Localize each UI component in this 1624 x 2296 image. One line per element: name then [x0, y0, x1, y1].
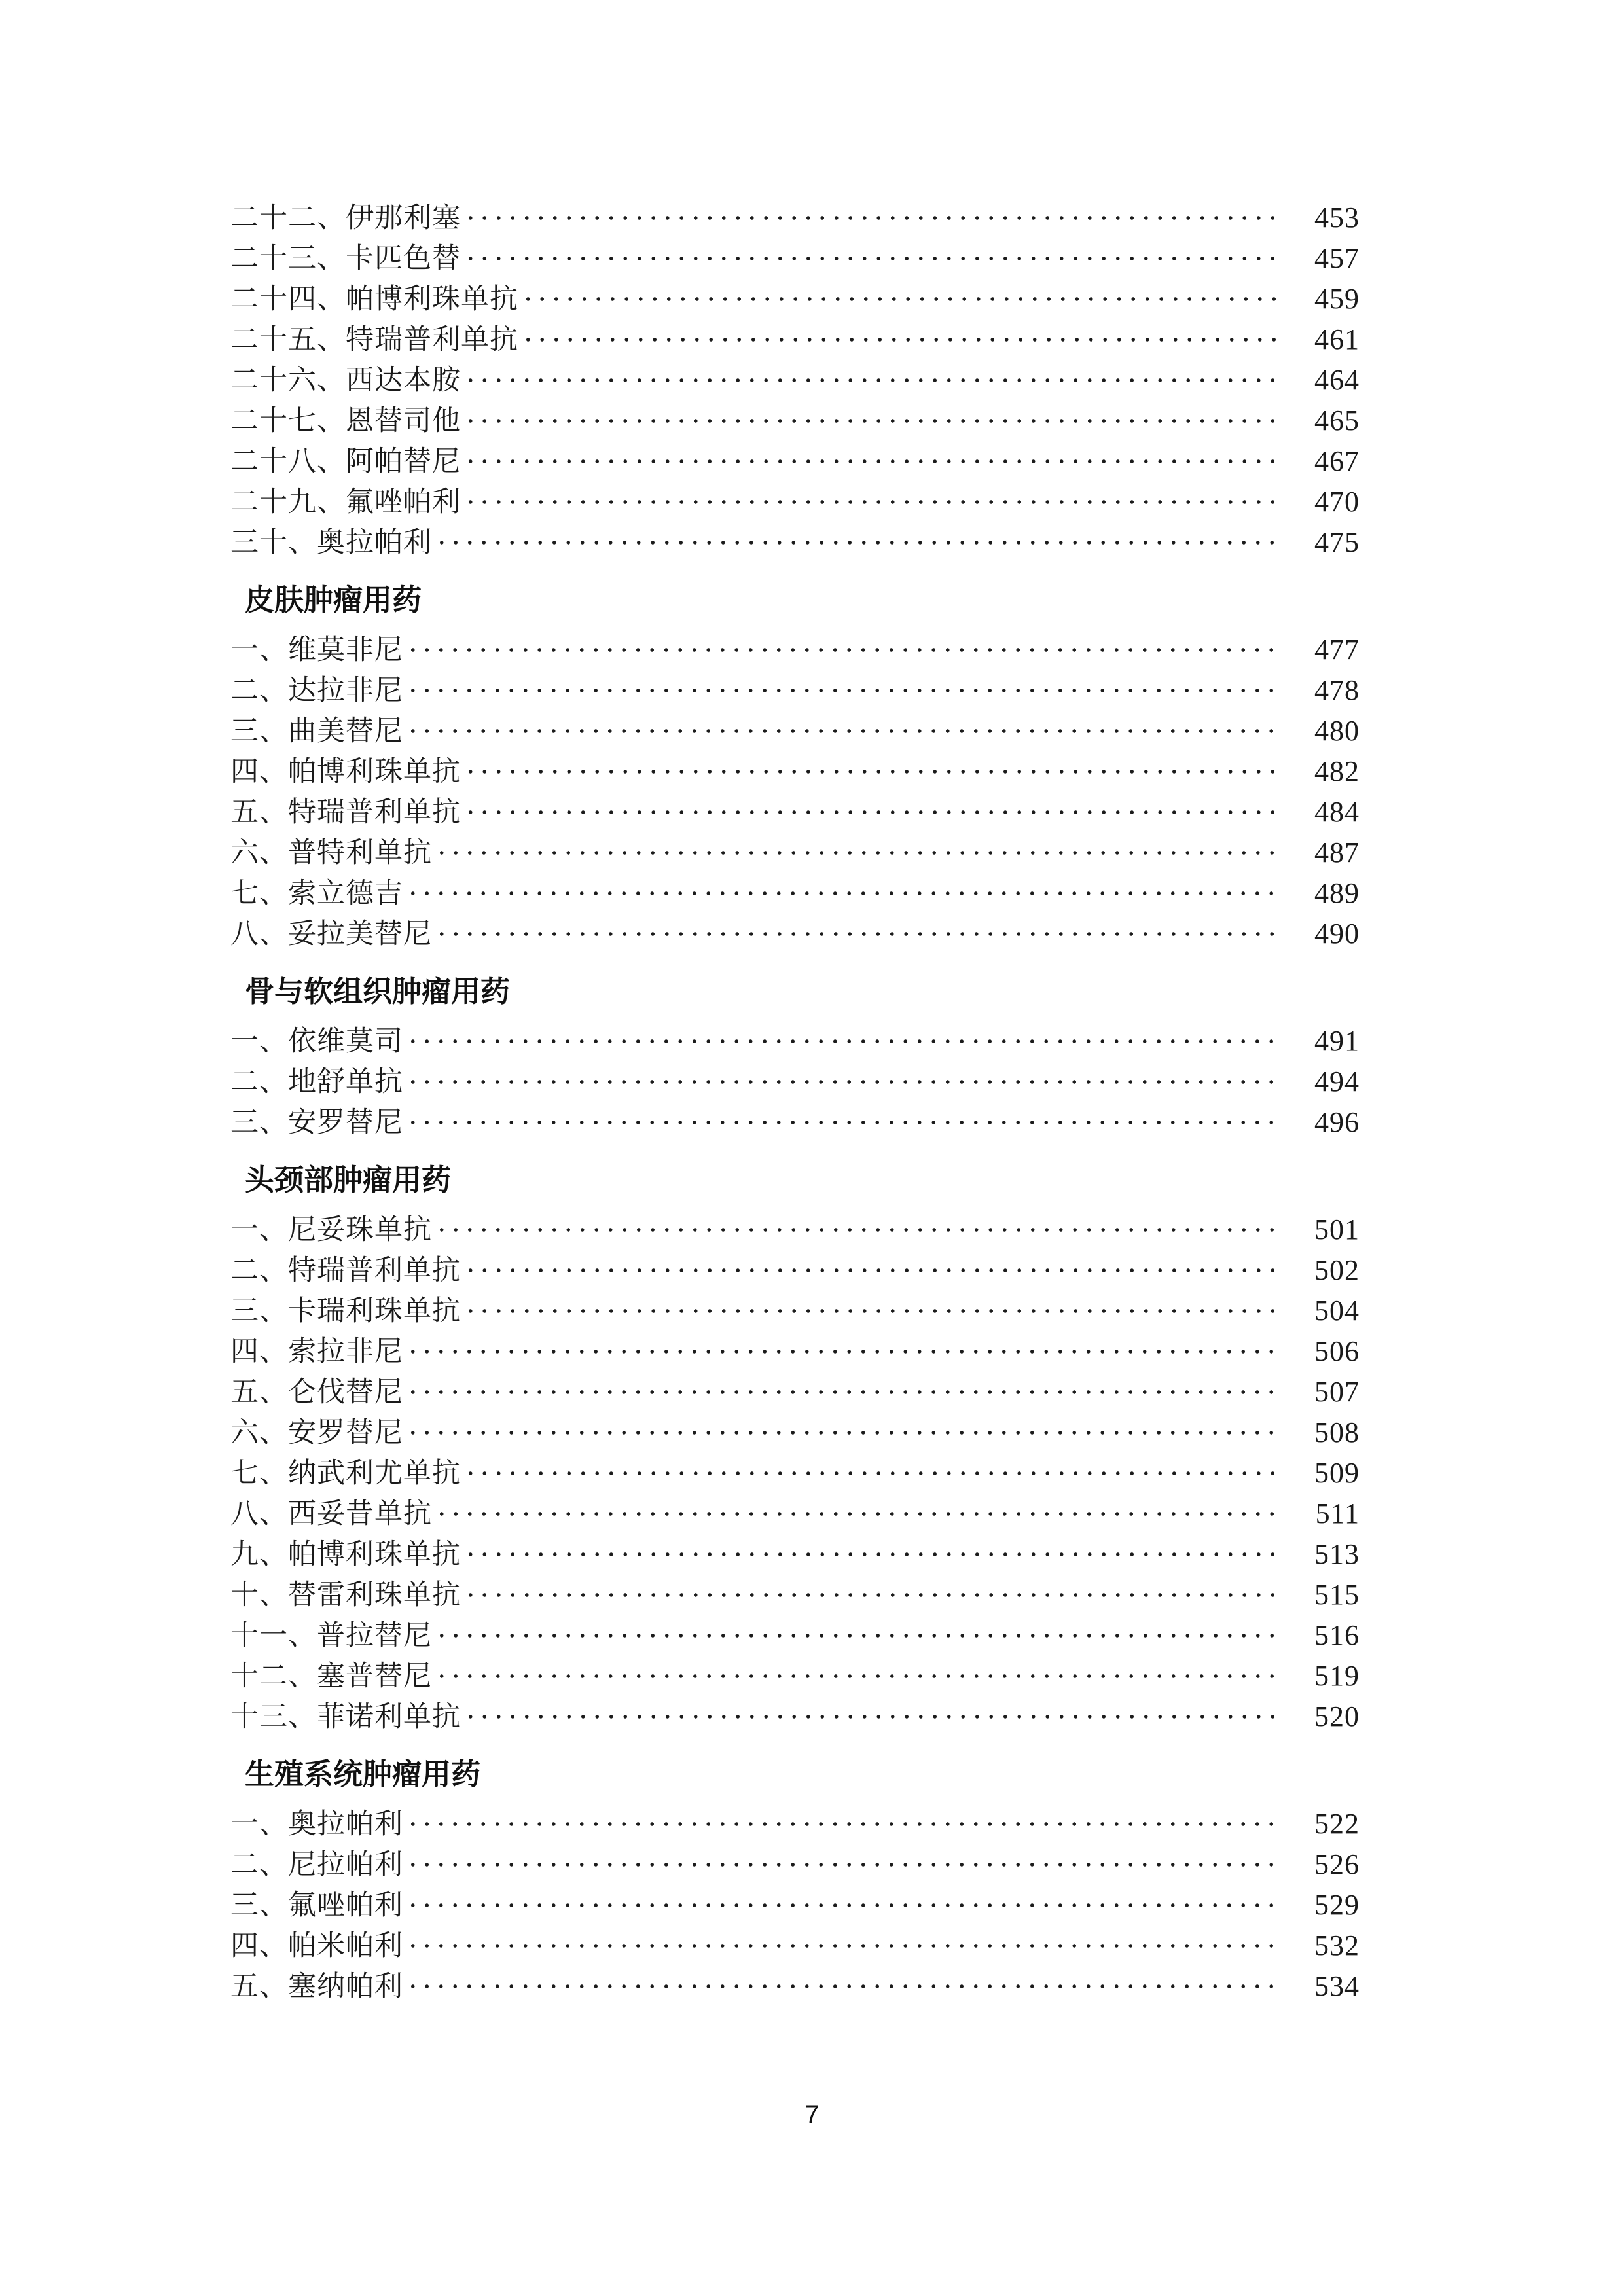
dot-leader	[406, 643, 1282, 656]
toc-entry	[230, 833, 1360, 873]
toc-entry-title: 二十六、西达本胺	[230, 365, 461, 396]
toc-entry-title: 二十三、卡匹色替	[230, 243, 461, 274]
toc-entry	[230, 1210, 1360, 1250]
toc-entry-page: 509	[1314, 1457, 1360, 1489]
toc-entry	[230, 1453, 1360, 1494]
toc-entry-title: 三十、奥拉帕利	[230, 528, 432, 558]
toc-entry-page: 482	[1314, 755, 1360, 787]
toc-entry-title: 二、达拉非尼	[230, 675, 403, 706]
dot-leader	[435, 846, 1282, 859]
toc-entry	[230, 1615, 1360, 1656]
dot-leader	[406, 1818, 1282, 1831]
toc-entry-title: 三、卡瑞利珠单抗	[230, 1296, 461, 1327]
toc-entry-page: 475	[1314, 526, 1360, 558]
toc-entry-page: 508	[1314, 1416, 1360, 1448]
section-heading: 头颈部肿瘤用药	[245, 1163, 452, 1196]
toc-entry	[230, 522, 1360, 563]
toc-entry	[230, 1412, 1360, 1453]
toc-entry-title: 十、替雷利珠单抗	[230, 1580, 461, 1611]
dot-leader	[463, 765, 1282, 778]
toc-entry-title: 二、特瑞普利单抗	[230, 1255, 461, 1286]
section-heading: 皮肤肿瘤用药	[245, 583, 422, 617]
toc-entry	[230, 1494, 1360, 1534]
toc-entry-title: 八、西妥昔单抗	[230, 1499, 432, 1530]
toc-entry	[230, 914, 1360, 954]
toc-entry-title: 四、帕米帕利	[230, 1931, 403, 1962]
toc-entry	[230, 1534, 1360, 1575]
toc-entry-page: 467	[1314, 445, 1360, 477]
table-of-contents	[230, 198, 1360, 2007]
toc-entry	[230, 319, 1360, 360]
toc-entry-page: 459	[1314, 283, 1360, 315]
toc-entry	[230, 441, 1360, 482]
toc-entry-title: 三、安罗替尼	[230, 1107, 403, 1138]
dot-leader	[521, 293, 1282, 306]
toc-entry	[230, 198, 1360, 238]
dot-leader	[406, 725, 1282, 738]
dot-leader	[406, 1858, 1282, 1871]
toc-entry-page: 489	[1314, 877, 1360, 909]
toc-entry-page: 453	[1314, 202, 1360, 234]
toc-entry-title: 十二、塞普替尼	[230, 1661, 432, 1692]
toc-entry-page: 515	[1314, 1579, 1360, 1611]
dot-leader	[406, 1899, 1282, 1912]
toc-entry	[230, 1331, 1360, 1372]
dot-leader	[435, 1223, 1282, 1236]
toc-entry-title: 二十五、特瑞普利单抗	[230, 325, 518, 355]
toc-entry-page: 457	[1314, 242, 1360, 274]
toc-entry-page: 491	[1314, 1025, 1360, 1057]
dot-leader	[406, 1386, 1282, 1399]
dot-leader	[435, 1670, 1282, 1683]
toc-entry	[230, 1250, 1360, 1291]
dot-leader	[435, 1629, 1282, 1642]
dot-leader	[521, 333, 1282, 346]
dot-leader	[463, 1710, 1282, 1723]
toc-entry-page: 516	[1314, 1619, 1360, 1651]
toc-entry-page: 519	[1314, 1660, 1360, 1692]
toc-entry-page: 494	[1314, 1066, 1360, 1098]
dot-leader	[463, 1548, 1282, 1561]
dot-leader	[463, 1304, 1282, 1318]
dot-leader	[406, 1980, 1282, 1993]
dot-leader	[406, 1939, 1282, 1952]
toc-entry-title: 一、奥拉帕利	[230, 1809, 403, 1840]
toc-entry-page: 464	[1314, 364, 1360, 396]
dot-leader	[463, 414, 1282, 427]
toc-entry	[230, 1885, 1360, 1926]
toc-entry	[230, 1926, 1360, 1966]
dot-leader	[435, 1507, 1282, 1520]
dot-leader	[463, 252, 1282, 265]
toc-entry	[230, 751, 1360, 792]
toc-entry-page: 526	[1314, 1848, 1360, 1880]
toc-entry-title: 六、安罗替尼	[230, 1418, 403, 1448]
dot-leader	[406, 1035, 1282, 1048]
toc-entry-page: 507	[1314, 1376, 1360, 1408]
toc-entry	[230, 1844, 1360, 1885]
toc-entry-title: 二十四、帕博利珠单抗	[230, 284, 518, 315]
toc-entry-title: 十一、普拉替尼	[230, 1621, 432, 1651]
toc-entry	[230, 1372, 1360, 1412]
toc-entry	[230, 482, 1360, 522]
toc-entry	[230, 1291, 1360, 1331]
toc-entry-title: 八、妥拉美替尼	[230, 919, 432, 950]
toc-entry	[230, 792, 1360, 833]
toc-entry-title: 一、维莫非尼	[230, 635, 403, 666]
toc-entry-page: 529	[1314, 1889, 1360, 1921]
toc-entry-page: 513	[1314, 1538, 1360, 1570]
toc-entry-title: 三、曲美替尼	[230, 716, 403, 747]
toc-entry	[230, 279, 1360, 319]
toc-entry	[230, 670, 1360, 711]
toc-entry-title: 六、普特利单抗	[230, 838, 432, 869]
section-heading: 骨与软组织肿瘤用药	[245, 975, 511, 1008]
toc-entry-title: 五、仑伐替尼	[230, 1377, 403, 1408]
toc-entry-page: 522	[1314, 1808, 1360, 1840]
toc-entry-page: 461	[1314, 323, 1360, 355]
toc-entry-title: 一、依维莫司	[230, 1026, 403, 1057]
footer-page-number: 7	[804, 2100, 820, 2129]
toc-entry	[230, 1102, 1360, 1143]
toc-entry-page: 534	[1314, 1970, 1360, 2002]
toc-entry-title: 九、帕博利珠单抗	[230, 1539, 461, 1570]
toc-entry-page: 480	[1314, 715, 1360, 747]
dot-leader	[406, 1345, 1282, 1358]
toc-entry-title: 一、尼妥珠单抗	[230, 1215, 432, 1246]
dot-leader	[406, 887, 1282, 900]
dot-leader	[463, 211, 1282, 224]
toc-entry-title: 二十七、恩替司他	[230, 406, 461, 437]
toc-entry-page: 502	[1314, 1254, 1360, 1286]
dot-leader	[463, 1467, 1282, 1480]
toc-entry-page: 477	[1314, 634, 1360, 666]
toc-entry-title: 五、特瑞普利单抗	[230, 797, 461, 828]
toc-entry-page: 520	[1314, 1700, 1360, 1732]
toc-entry-title: 二十二、伊那利塞	[230, 203, 461, 234]
toc-entry-page: 506	[1314, 1335, 1360, 1367]
toc-entry	[230, 401, 1360, 441]
toc-entry-page: 487	[1314, 836, 1360, 869]
toc-entry-title: 三、氟唑帕利	[230, 1890, 403, 1921]
dot-leader	[406, 1075, 1282, 1088]
dot-leader	[463, 495, 1282, 509]
toc-entry-title: 七、纳武利尤单抗	[230, 1458, 461, 1489]
toc-entry-page: 496	[1314, 1106, 1360, 1138]
toc-entry-page: 465	[1314, 404, 1360, 437]
toc-entry	[230, 1062, 1360, 1102]
toc-entry-page: 478	[1314, 674, 1360, 706]
toc-entry	[230, 1696, 1360, 1737]
toc-entry	[230, 360, 1360, 401]
toc-entry-title: 二十八、阿帕替尼	[230, 446, 461, 477]
toc-entry-title: 二、地舒单抗	[230, 1067, 403, 1098]
dot-leader	[463, 374, 1282, 387]
toc-entry-page: 504	[1314, 1295, 1360, 1327]
toc-entry	[230, 1656, 1360, 1696]
toc-entry-page: 532	[1314, 1929, 1360, 1962]
toc-entry-title: 二、尼拉帕利	[230, 1850, 403, 1880]
toc-entry	[230, 630, 1360, 670]
toc-entry-title: 七、索立德吉	[230, 878, 403, 909]
dot-leader	[463, 455, 1282, 468]
toc-entry-page: 490	[1314, 918, 1360, 950]
dot-leader	[435, 536, 1282, 549]
toc-entry-title: 四、索拉非尼	[230, 1336, 403, 1367]
toc-entry	[230, 1966, 1360, 2007]
toc-entry	[230, 1804, 1360, 1844]
toc-entry-page: 470	[1314, 486, 1360, 518]
dot-leader	[406, 1426, 1282, 1439]
toc-entry-title: 十三、菲诺利单抗	[230, 1702, 461, 1732]
toc-entry	[230, 238, 1360, 279]
section-heading: 生殖系统肿瘤用药	[245, 1757, 481, 1791]
dot-leader	[406, 684, 1282, 697]
toc-entry	[230, 873, 1360, 914]
toc-entry	[230, 711, 1360, 751]
toc-entry-page: 501	[1314, 1213, 1360, 1246]
toc-entry	[230, 1021, 1360, 1062]
dot-leader	[435, 927, 1282, 941]
toc-entry-title: 四、帕博利珠单抗	[230, 757, 461, 787]
toc-entry-title: 二十九、氟唑帕利	[230, 487, 461, 518]
toc-entry-title: 五、塞纳帕利	[230, 1971, 403, 2002]
toc-entry-page: 484	[1314, 796, 1360, 828]
dot-leader	[406, 1116, 1282, 1129]
toc-entry-page: 511	[1315, 1498, 1360, 1530]
dot-leader	[463, 1588, 1282, 1602]
dot-leader	[463, 806, 1282, 819]
dot-leader	[463, 1264, 1282, 1277]
toc-entry	[230, 1575, 1360, 1615]
